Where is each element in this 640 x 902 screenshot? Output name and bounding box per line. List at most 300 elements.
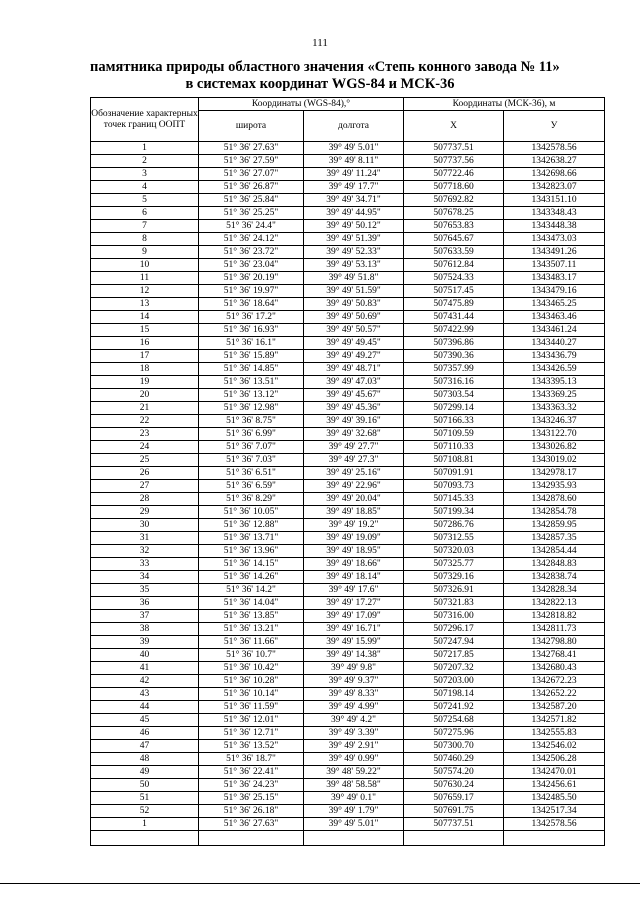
longitude: 39° 49' 22.96" (304, 480, 404, 493)
point-number: 9 (91, 246, 199, 259)
latitude: 51° 36' 18.7" (199, 753, 304, 766)
latitude: 51° 36' 26.18" (199, 805, 304, 818)
footer-rule (0, 883, 640, 884)
table-row (91, 727, 605, 740)
x-coordinate: 507691.75 (404, 805, 504, 818)
y-coordinate: 1342823.07 (504, 181, 605, 194)
y-coordinate: 1342587.20 (504, 701, 605, 714)
y-coordinate: 1342859.95 (504, 519, 605, 532)
table-row (91, 220, 605, 233)
longitude: 39° 49' 34.71" (304, 194, 404, 207)
point-number: 49 (91, 766, 199, 779)
latitude: 51° 36' 11.59" (199, 701, 304, 714)
longitude: 39° 49' 9.37" (304, 675, 404, 688)
point-number: 24 (91, 441, 199, 454)
latitude: 51° 36' 10.7" (199, 649, 304, 662)
longitude: 39° 49' 8.11" (304, 155, 404, 168)
table-row (91, 610, 605, 623)
point-number: 42 (91, 675, 199, 688)
longitude: 39° 49' 45.67" (304, 389, 404, 402)
longitude: 39° 49' 3.39" (304, 727, 404, 740)
y-coordinate: 1343348.43 (504, 207, 605, 220)
empty-cell (504, 831, 605, 846)
x-coordinate: 507475.89 (404, 298, 504, 311)
y-coordinate: 1343395.13 (504, 376, 605, 389)
y-coordinate: 1342638.27 (504, 155, 605, 168)
point-number: 25 (91, 454, 199, 467)
y-coordinate: 1342878.60 (504, 493, 605, 506)
table-row (91, 675, 605, 688)
y-coordinate: 1342854.44 (504, 545, 605, 558)
point-number: 45 (91, 714, 199, 727)
table-row (91, 662, 605, 675)
latitude: 51° 36' 24.4" (199, 220, 304, 233)
longitude: 39° 49' 2.91" (304, 740, 404, 753)
x-coordinate: 507199.34 (404, 506, 504, 519)
longitude: 39° 48' 58.58" (304, 779, 404, 792)
x-coordinate: 507431.44 (404, 311, 504, 324)
latitude: 51° 36' 12.88" (199, 519, 304, 532)
latitude: 51° 36' 11.66" (199, 636, 304, 649)
table-body (91, 142, 605, 846)
table-row (91, 350, 605, 363)
longitude: 39° 49' 15.99" (304, 636, 404, 649)
longitude: 39° 49' 53.13" (304, 259, 404, 272)
latitude: 51° 36' 17.2" (199, 311, 304, 324)
empty-cell (304, 831, 404, 846)
point-number: 8 (91, 233, 199, 246)
table-row (91, 207, 605, 220)
y-coordinate: 1342555.83 (504, 727, 605, 740)
longitude: 39° 49' 0.99" (304, 753, 404, 766)
point-number: 5 (91, 194, 199, 207)
latitude: 51° 36' 18.64" (199, 298, 304, 311)
point-number: 14 (91, 311, 199, 324)
table-row (91, 701, 605, 714)
point-number: 28 (91, 493, 199, 506)
longitude: 39° 49' 50.12" (304, 220, 404, 233)
x-coordinate: 507312.55 (404, 532, 504, 545)
longitude: 39° 49' 9.8" (304, 662, 404, 675)
latitude: 51° 36' 12.71" (199, 727, 304, 740)
y-coordinate: 1342848.83 (504, 558, 605, 571)
y-coordinate: 1342517.34 (504, 805, 605, 818)
longitude: 39° 49' 18.95" (304, 545, 404, 558)
header-longitude: долгота (304, 111, 404, 142)
y-coordinate: 1343491.26 (504, 246, 605, 259)
point-number: 31 (91, 532, 199, 545)
table-row (91, 558, 605, 571)
x-coordinate: 507718.60 (404, 181, 504, 194)
table-row (91, 337, 605, 350)
table-row (91, 506, 605, 519)
table-row (91, 532, 605, 545)
longitude: 39° 49' 52.33" (304, 246, 404, 259)
longitude: 39° 49' 17.6" (304, 584, 404, 597)
point-number: 39 (91, 636, 199, 649)
table-row (91, 688, 605, 701)
y-coordinate: 1342456.61 (504, 779, 605, 792)
x-coordinate: 507390.36 (404, 350, 504, 363)
table-row (91, 233, 605, 246)
point-number: 43 (91, 688, 199, 701)
x-coordinate: 507093.73 (404, 480, 504, 493)
y-coordinate: 1342811.73 (504, 623, 605, 636)
x-coordinate: 507659.17 (404, 792, 504, 805)
y-coordinate: 1343363.32 (504, 402, 605, 415)
y-coordinate: 1343465.25 (504, 298, 605, 311)
x-coordinate: 507275.96 (404, 727, 504, 740)
table-row (91, 428, 605, 441)
table-row (91, 298, 605, 311)
latitude: 51° 36' 13.52" (199, 740, 304, 753)
x-coordinate: 507692.82 (404, 194, 504, 207)
x-coordinate: 507326.91 (404, 584, 504, 597)
x-coordinate: 507217.85 (404, 649, 504, 662)
latitude: 51° 36' 14.26" (199, 571, 304, 584)
latitude: 51° 36' 16.1" (199, 337, 304, 350)
table-row (91, 519, 605, 532)
longitude: 39° 49' 11.24" (304, 168, 404, 181)
y-coordinate: 1343473.03 (504, 233, 605, 246)
latitude: 51° 36' 27.07" (199, 168, 304, 181)
table-row (91, 389, 605, 402)
table-row (91, 467, 605, 480)
point-number: 6 (91, 207, 199, 220)
longitude: 39° 49' 18.66" (304, 558, 404, 571)
y-coordinate: 1343026.82 (504, 441, 605, 454)
x-coordinate: 507108.81 (404, 454, 504, 467)
point-number: 37 (91, 610, 199, 623)
y-coordinate: 1342698.66 (504, 168, 605, 181)
latitude: 51° 36' 27.59" (199, 155, 304, 168)
point-number: 41 (91, 662, 199, 675)
latitude: 51° 36' 27.63" (199, 818, 304, 831)
point-number: 48 (91, 753, 199, 766)
x-coordinate: 507630.24 (404, 779, 504, 792)
latitude: 51° 36' 24.23" (199, 779, 304, 792)
point-number: 23 (91, 428, 199, 441)
point-number: 32 (91, 545, 199, 558)
longitude: 39° 49' 39.16" (304, 415, 404, 428)
table-row (91, 766, 605, 779)
x-coordinate: 507300.70 (404, 740, 504, 753)
latitude: 51° 36' 23.72" (199, 246, 304, 259)
x-coordinate: 507198.14 (404, 688, 504, 701)
point-number: 17 (91, 350, 199, 363)
header-latitude: широта (199, 111, 304, 142)
latitude: 51° 36' 13.51" (199, 376, 304, 389)
latitude: 51° 36' 12.01" (199, 714, 304, 727)
point-number: 27 (91, 480, 199, 493)
table-row (91, 714, 605, 727)
point-number: 21 (91, 402, 199, 415)
table-row (91, 493, 605, 506)
longitude: 39° 49' 8.33" (304, 688, 404, 701)
table-row (91, 753, 605, 766)
document-heading (90, 59, 560, 93)
x-coordinate: 507737.51 (404, 142, 504, 155)
table-row (91, 194, 605, 207)
y-coordinate: 1343448.38 (504, 220, 605, 233)
longitude: 39° 49' 18.85" (304, 506, 404, 519)
latitude: 51° 36' 14.85" (199, 363, 304, 376)
longitude: 39° 49' 16.71" (304, 623, 404, 636)
y-coordinate: 1342818.82 (504, 610, 605, 623)
latitude: 51° 36' 23.04" (199, 259, 304, 272)
y-coordinate: 1342857.35 (504, 532, 605, 545)
table-row (91, 740, 605, 753)
latitude: 51° 36' 13.12" (199, 389, 304, 402)
heading-line-1: памятника природы областного значения «Степь конного завода № 11» (90, 59, 560, 75)
table-row (91, 441, 605, 454)
x-coordinate: 507422.99 (404, 324, 504, 337)
table-row (91, 597, 605, 610)
table-row (91, 818, 605, 831)
table-row (91, 805, 605, 818)
y-coordinate: 1342978.17 (504, 467, 605, 480)
y-coordinate: 1343122.70 (504, 428, 605, 441)
latitude: 51° 36' 20.19" (199, 272, 304, 285)
latitude: 51° 36' 10.28" (199, 675, 304, 688)
y-coordinate: 1343246.37 (504, 415, 605, 428)
latitude: 51° 36' 14.15" (199, 558, 304, 571)
empty-cell (404, 831, 504, 846)
longitude: 39° 49' 19.09" (304, 532, 404, 545)
longitude: 39° 49' 49.27" (304, 350, 404, 363)
y-coordinate: 1342571.82 (504, 714, 605, 727)
x-coordinate: 507737.56 (404, 155, 504, 168)
y-coordinate: 1342935.93 (504, 480, 605, 493)
point-number: 11 (91, 272, 199, 285)
latitude: 51° 36' 25.25" (199, 207, 304, 220)
table-row (91, 779, 605, 792)
point-number: 10 (91, 259, 199, 272)
longitude: 39° 49' 51.8" (304, 272, 404, 285)
x-coordinate: 507316.00 (404, 610, 504, 623)
point-number: 38 (91, 623, 199, 636)
page-number: 111 (312, 37, 328, 49)
latitude: 51° 36' 8.75" (199, 415, 304, 428)
point-number: 7 (91, 220, 199, 233)
longitude: 39° 49' 47.03" (304, 376, 404, 389)
longitude: 39° 49' 1.79" (304, 805, 404, 818)
y-coordinate: 1342485.50 (504, 792, 605, 805)
latitude: 51° 36' 16.93" (199, 324, 304, 337)
point-number: 30 (91, 519, 199, 532)
point-number: 4 (91, 181, 199, 194)
table-row (91, 636, 605, 649)
point-number: 46 (91, 727, 199, 740)
point-number: 47 (91, 740, 199, 753)
point-number: 35 (91, 584, 199, 597)
y-coordinate: 1342854.78 (504, 506, 605, 519)
table-row (91, 792, 605, 805)
longitude: 39° 49' 51.39" (304, 233, 404, 246)
point-number: 13 (91, 298, 199, 311)
y-coordinate: 1342838.74 (504, 571, 605, 584)
point-number: 1 (91, 818, 199, 831)
latitude: 51° 36' 6.99" (199, 428, 304, 441)
longitude: 39° 49' 32.68" (304, 428, 404, 441)
latitude: 51° 36' 25.15" (199, 792, 304, 805)
header-msk-group: Координаты (МСК-36), м (404, 98, 605, 111)
longitude: 39° 49' 17.27" (304, 597, 404, 610)
point-number: 1 (91, 142, 199, 155)
point-number: 50 (91, 779, 199, 792)
longitude: 39° 49' 18.14" (304, 571, 404, 584)
latitude: 51° 36' 7.03" (199, 454, 304, 467)
latitude: 51° 36' 15.89" (199, 350, 304, 363)
longitude: 39° 49' 20.04" (304, 493, 404, 506)
point-number: 44 (91, 701, 199, 714)
x-coordinate: 507574.20 (404, 766, 504, 779)
table-row (91, 415, 605, 428)
empty-row (91, 831, 605, 846)
table-row (91, 272, 605, 285)
x-coordinate: 507286.76 (404, 519, 504, 532)
point-number: 36 (91, 597, 199, 610)
latitude: 51° 36' 14.2" (199, 584, 304, 597)
y-coordinate: 1342798.80 (504, 636, 605, 649)
latitude: 51° 36' 13.96" (199, 545, 304, 558)
y-coordinate: 1343461.24 (504, 324, 605, 337)
latitude: 51° 36' 10.14" (199, 688, 304, 701)
y-coordinate: 1342578.56 (504, 818, 605, 831)
y-coordinate: 1343369.25 (504, 389, 605, 402)
latitude: 51° 36' 6.51" (199, 467, 304, 480)
longitude: 39° 49' 50.69" (304, 311, 404, 324)
longitude: 39° 49' 49.45" (304, 337, 404, 350)
y-coordinate: 1342822.13 (504, 597, 605, 610)
point-number: 34 (91, 571, 199, 584)
y-coordinate: 1342506.28 (504, 753, 605, 766)
x-coordinate: 507247.94 (404, 636, 504, 649)
point-number: 40 (91, 649, 199, 662)
empty-cell (199, 831, 304, 846)
x-coordinate: 507203.00 (404, 675, 504, 688)
x-coordinate: 507517.45 (404, 285, 504, 298)
point-number: 29 (91, 506, 199, 519)
point-number: 15 (91, 324, 199, 337)
table-row (91, 311, 605, 324)
longitude: 39° 49' 48.71" (304, 363, 404, 376)
header-wgs-group: Координаты (WGS-84),° (199, 98, 404, 111)
longitude: 39° 49' 45.36" (304, 402, 404, 415)
x-coordinate: 507678.25 (404, 207, 504, 220)
x-coordinate: 507460.29 (404, 753, 504, 766)
table-row (91, 454, 605, 467)
x-coordinate: 507207.32 (404, 662, 504, 675)
x-coordinate: 507254.68 (404, 714, 504, 727)
x-coordinate: 507653.83 (404, 220, 504, 233)
latitude: 51° 36' 25.84" (199, 194, 304, 207)
latitude: 51° 36' 14.04" (199, 597, 304, 610)
point-number: 52 (91, 805, 199, 818)
point-number: 22 (91, 415, 199, 428)
table-row (91, 623, 605, 636)
x-coordinate: 507145.33 (404, 493, 504, 506)
coordinates-table (90, 97, 605, 846)
x-coordinate: 507320.03 (404, 545, 504, 558)
longitude: 39° 49' 27.7" (304, 441, 404, 454)
latitude: 51° 36' 6.59" (199, 480, 304, 493)
x-coordinate: 507645.67 (404, 233, 504, 246)
longitude: 39° 49' 50.57" (304, 324, 404, 337)
y-coordinate: 1342652.22 (504, 688, 605, 701)
longitude: 39° 49' 5.01" (304, 142, 404, 155)
x-coordinate: 507299.14 (404, 402, 504, 415)
latitude: 51° 36' 12.98" (199, 402, 304, 415)
y-coordinate: 1343440.27 (504, 337, 605, 350)
x-coordinate: 507091.91 (404, 467, 504, 480)
point-number: 26 (91, 467, 199, 480)
x-coordinate: 507109.59 (404, 428, 504, 441)
point-number: 2 (91, 155, 199, 168)
latitude: 51° 36' 26.87" (199, 181, 304, 194)
latitude: 51° 36' 13.21" (199, 623, 304, 636)
longitude: 39° 49' 17.09" (304, 610, 404, 623)
table-row (91, 649, 605, 662)
longitude: 39° 49' 0.1" (304, 792, 404, 805)
x-coordinate: 507321.83 (404, 597, 504, 610)
table-row (91, 584, 605, 597)
y-coordinate: 1343479.16 (504, 285, 605, 298)
latitude: 51° 36' 10.42" (199, 662, 304, 675)
table-row (91, 155, 605, 168)
longitude: 39° 49' 5.01" (304, 818, 404, 831)
latitude: 51° 36' 19.97" (199, 285, 304, 298)
x-coordinate: 507633.59 (404, 246, 504, 259)
point-number: 51 (91, 792, 199, 805)
latitude: 51° 36' 24.12" (199, 233, 304, 246)
x-coordinate: 507612.84 (404, 259, 504, 272)
x-coordinate: 507303.54 (404, 389, 504, 402)
y-coordinate: 1342578.56 (504, 142, 605, 155)
latitude: 51° 36' 13.85" (199, 610, 304, 623)
point-number: 20 (91, 389, 199, 402)
table-row (91, 402, 605, 415)
y-coordinate: 1343426.59 (504, 363, 605, 376)
x-coordinate: 507737.51 (404, 818, 504, 831)
point-number: 33 (91, 558, 199, 571)
y-coordinate: 1342680.43 (504, 662, 605, 675)
y-coordinate: 1343436.79 (504, 350, 605, 363)
y-coordinate: 1342470.01 (504, 766, 605, 779)
header-x: X (404, 111, 504, 142)
longitude: 39° 49' 50.83" (304, 298, 404, 311)
longitude: 39° 49' 44.95" (304, 207, 404, 220)
longitude: 39° 49' 27.3" (304, 454, 404, 467)
x-coordinate: 507524.33 (404, 272, 504, 285)
table-row (91, 363, 605, 376)
x-coordinate: 507357.99 (404, 363, 504, 376)
y-coordinate: 1342546.02 (504, 740, 605, 753)
table-row (91, 181, 605, 194)
y-coordinate: 1342828.34 (504, 584, 605, 597)
empty-cell (91, 831, 199, 846)
longitude: 39° 48' 59.22" (304, 766, 404, 779)
x-coordinate: 507316.16 (404, 376, 504, 389)
table-row (91, 259, 605, 272)
y-coordinate: 1342768.41 (504, 649, 605, 662)
table-row (91, 480, 605, 493)
y-coordinate: 1343151.10 (504, 194, 605, 207)
y-coordinate: 1342672.23 (504, 675, 605, 688)
latitude: 51° 36' 27.63" (199, 142, 304, 155)
point-number: 16 (91, 337, 199, 350)
longitude: 39° 49' 25.16" (304, 467, 404, 480)
